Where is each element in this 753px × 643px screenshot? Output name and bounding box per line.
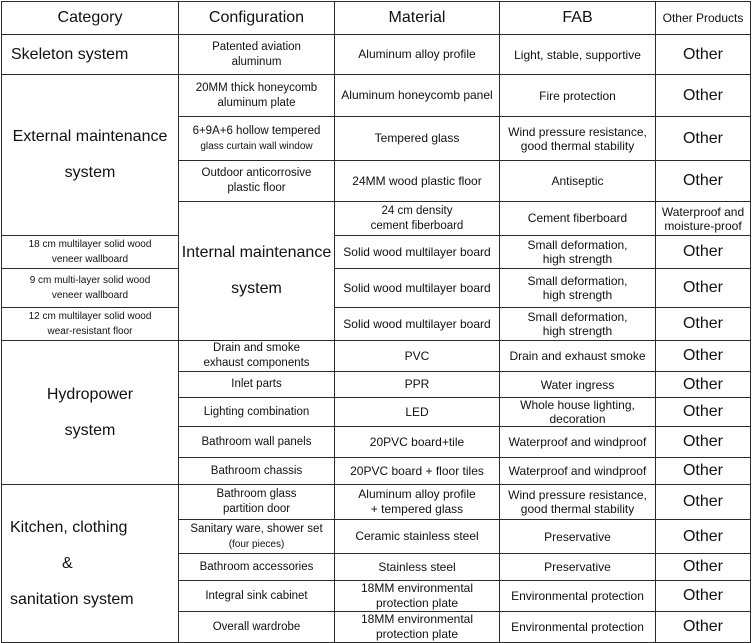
material-cell: 18MM environmental protection plate: [335, 581, 500, 612]
fab-cell: Waterproof and windproof: [500, 458, 656, 485]
configuration-cell: 20MM thick honeycomb aluminum plate: [179, 75, 335, 117]
configuration-cell: 24 cm density cement fiberboard: [335, 202, 500, 236]
material-cell: Solid wood multilayer board: [335, 269, 500, 308]
other-cell: Other: [656, 308, 751, 341]
table-row: [2, 485, 751, 520]
fab-cell: Waterproof and moisture-proof: [656, 202, 751, 236]
category-hydropower: Hydropower system: [2, 341, 179, 485]
fab-cell: Antiseptic: [500, 161, 656, 202]
product-spec-sheet: [1, 1, 750, 641]
table-row: [2, 75, 751, 117]
material-cell: Cement fiberboard: [500, 202, 656, 236]
fab-cell: Small deformation, high strength: [500, 269, 656, 308]
material-cell: Aluminum honeycomb panel: [335, 75, 500, 117]
configuration-cell: Drain and smoke exhaust components: [179, 341, 335, 372]
table-row: [2, 341, 751, 372]
other-cell: Other: [656, 269, 751, 308]
material-cell: 20PVC board+tile: [335, 427, 500, 458]
header-row: [2, 2, 751, 35]
configuration-cell: Sanitary ware, shower set (four pieces): [179, 520, 335, 554]
other-cell: Other: [656, 161, 751, 202]
other-cell: Other: [656, 554, 751, 581]
configuration-cell: 6+9A+6 hollow tempered glass curtain wall window: [179, 117, 335, 161]
other-cell: Other: [656, 581, 751, 612]
other-cell: Other: [656, 341, 751, 372]
table-row: [2, 269, 751, 308]
configuration-cell: Bathroom wall panels: [179, 427, 335, 458]
configuration-cell: Inlet parts: [179, 372, 335, 398]
configuration-cell: Overall wardrobe: [179, 612, 335, 643]
fab-cell: Environmental protection: [500, 581, 656, 612]
table-row: [2, 35, 751, 75]
category-kitchen-clothing-sanitation: Kitchen, clothing & sanitation system: [2, 485, 179, 643]
other-cell: Other: [656, 117, 751, 161]
configuration-cell: Patented aviation aluminum: [179, 35, 335, 75]
fab-cell: Waterproof and windproof: [500, 427, 656, 458]
configuration-cell: Integral sink cabinet: [179, 581, 335, 612]
material-cell: LED: [335, 398, 500, 427]
table-row: [2, 236, 751, 269]
other-cell: Other: [656, 612, 751, 643]
other-cell: Other: [656, 75, 751, 117]
material-cell: Stainless steel: [335, 554, 500, 581]
fab-cell: Light, stable, supportive: [500, 35, 656, 75]
configuration-cell: Bathroom glass partition door: [179, 485, 335, 520]
material-cell: Solid wood multilayer board: [335, 308, 500, 341]
configuration-cell: Outdoor anticorrosive plastic floor: [179, 161, 335, 202]
header-material: Material: [335, 2, 500, 35]
fab-cell: Preservative: [500, 554, 656, 581]
fab-cell: Environmental protection: [500, 612, 656, 643]
configuration-cell: 9 cm multi-layer solid wood veneer wallboard: [2, 269, 179, 308]
fab-cell: Small deformation, high strength: [500, 308, 656, 341]
fab-cell: Water ingress: [500, 372, 656, 398]
configuration-cell: 12 cm multilayer solid wood wear-resistant floor: [2, 308, 179, 341]
configuration-cell: Lighting combination: [179, 398, 335, 427]
fab-cell: Wind pressure resistance, good thermal stability: [500, 485, 656, 520]
material-cell: PVC: [335, 341, 500, 372]
material-cell: Aluminum alloy profile + tempered glass: [335, 485, 500, 520]
material-cell: 24MM wood plastic floor: [335, 161, 500, 202]
fab-cell: Wind pressure resistance, good thermal stability: [500, 117, 656, 161]
material-cell: Ceramic stainless steel: [335, 520, 500, 554]
material-cell: Solid wood multilayer board: [335, 236, 500, 269]
other-cell: Other: [656, 520, 751, 554]
fab-cell: Fire protection: [500, 75, 656, 117]
fab-cell: Small deformation, high strength: [500, 236, 656, 269]
material-cell: 18MM environmental protection plate: [335, 612, 500, 643]
fab-cell: Preservative: [500, 520, 656, 554]
category-skeleton: Skeleton system: [2, 35, 179, 75]
other-cell: Other: [656, 427, 751, 458]
fab-cell: Drain and exhaust smoke: [500, 341, 656, 372]
fab-cell: Whole house lighting, decoration: [500, 398, 656, 427]
other-cell: Other: [656, 35, 751, 75]
header-fab: FAB: [500, 2, 656, 35]
material-cell: PPR: [335, 372, 500, 398]
header-category: Category: [2, 2, 179, 35]
material-cell: Aluminum alloy profile: [335, 35, 500, 75]
material-cell: 20PVC board + floor tiles: [335, 458, 500, 485]
header-other-products: Other Products: [656, 2, 751, 35]
other-cell: Other: [656, 236, 751, 269]
configuration-cell: 18 cm multilayer solid wood veneer wallboard: [2, 236, 179, 269]
category-internal-maintenance: Internal maintenance system: [179, 202, 335, 341]
other-cell: Other: [656, 458, 751, 485]
configuration-cell: Bathroom chassis: [179, 458, 335, 485]
configuration-cell: Bathroom accessories: [179, 554, 335, 581]
header-configuration: Configuration: [179, 2, 335, 35]
table-row: [2, 308, 751, 341]
category-external-maintenance: External maintenance system: [2, 75, 179, 236]
other-cell: Other: [656, 398, 751, 427]
material-cell: Tempered glass: [335, 117, 500, 161]
spec-table: [1, 1, 751, 643]
other-cell: Other: [656, 485, 751, 520]
other-cell: Other: [656, 372, 751, 398]
